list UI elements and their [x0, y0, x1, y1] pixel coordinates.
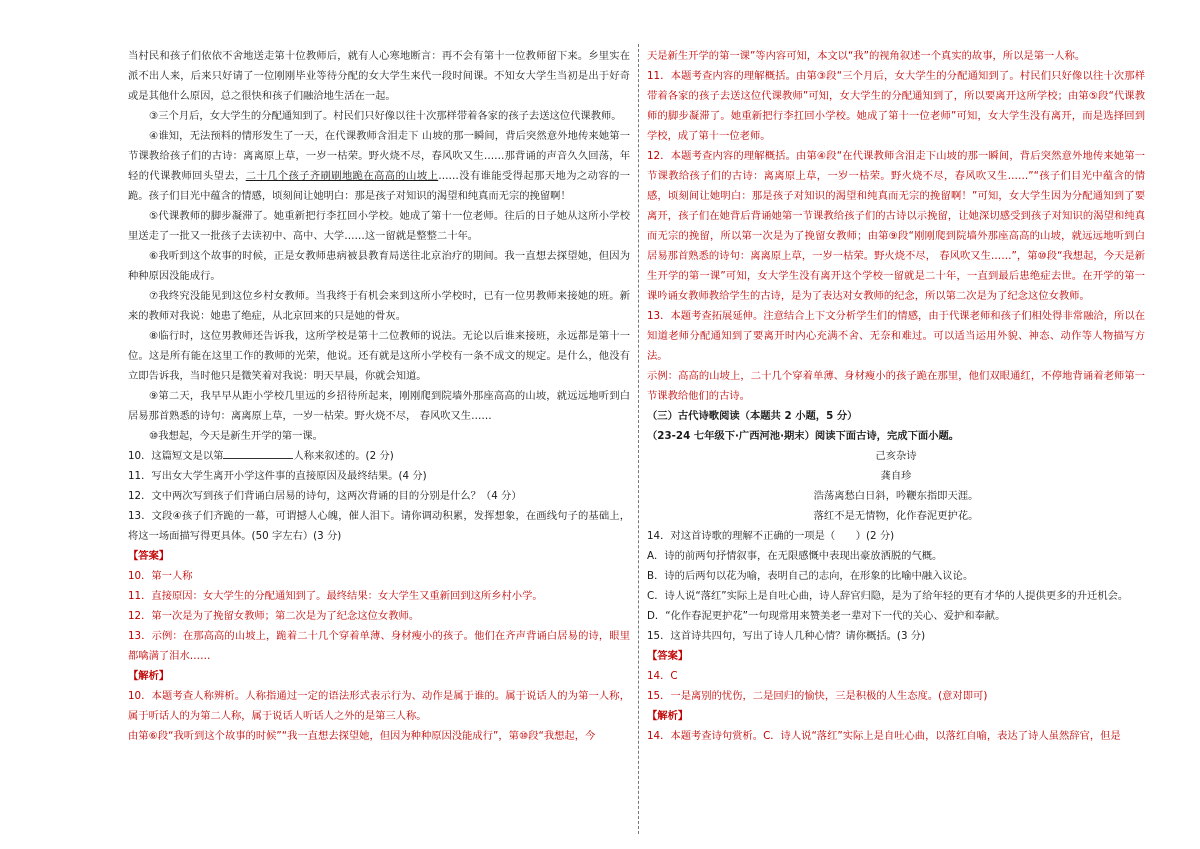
analysis-14: 14．本题考查诗句赏析。C．诗人说“落红”实际上是自吐心曲，以落红自喻，表达了诗人虽然辞官，但是 — [647, 730, 1121, 742]
passage-paragraph-7: ⑦我终究没能见到这位乡村女教师。当我终于有机会来到这所小学校时，已有一位男教师来接她的班。新来的教师对我说：她患了绝症，从北京回来的只是她的骨灰。 — [128, 290, 630, 322]
answer-10: 10．第一人称 — [128, 570, 193, 582]
answer-12: 12．第一次是为了挽留女教师；第二次是为了纪念这位女教师。 — [128, 610, 420, 622]
analysis-13: 13．本题考查拓展延伸。注意结合上下文分析学生们的情感，由于代课老师和孩子们相处得非常融洽，所以在知道老师分配通知到了要离开时内心充满不舍、无奈和难过。可以适当运用外貌、神态、动作等人物描写方法。 — [647, 310, 1145, 362]
analysis-12: 12．本题考查内容的理解概括。由第④段“在代课教师含泪走下山坡的那一瞬间，背后突然意外地传来她第一节课教给孩子们的古诗：离离原上草，一岁一枯荣。野火烧不尽，春风吹又生……”“孩子们目光中蕴含的情感，顷刻间让她明白：那是孩子对知识的渴望和纯真而无宗的挽留啊！”可知，女大学生因为分配通知到了要离开，孩子们在她背后背诵她第一节课教给孩子们的古诗以示挽留，让她深切感受到孩子对知识的渴望和纯真而无宗的挽留，所以第一次是为了挽留女教师；由第⑨段“刚刚爬到院墙外那座高高的山坡，就远远地听到白居易那首熟悉的诗句：离离原上草，一岁一枯荣。野火烧不尽， 春风吹又生……”，第⑩段“我想起，今天是新生开学的第一课”可知，女大学生没有离开这个学校一留就是二十年，一直到最后患绝症去世。在开学的第一课吟诵女教师教给学生的古诗，是为了表达对女教师的纪念，所以第二次是为了纪念这位女教师。 — [647, 150, 1145, 302]
underlined-sentence: 二十几个孩子齐刷刷地跪在高高的山坡上 — [245, 170, 439, 182]
answer-heading-2: 【答案】 — [647, 650, 689, 662]
poem-title: 己亥杂诗 — [875, 450, 917, 462]
analysis-heading: 【解析】 — [128, 670, 170, 682]
answer-11: 11．直接原因：女大学生的分配通知到了。最终结果：女大学生又重新回到这所乡村小学。 — [128, 590, 543, 602]
passage-paragraph-9: ⑨第二天，我早早从距小学校几里远的乡招待所起来，刚刚爬到院墙外那座高高的山坡，就远远地听到白居易那首熟悉的诗句：离离原上草，一岁一枯荣。野火烧不尽， 春风吹又生…… — [128, 390, 630, 422]
answer-13: 13．示例：在那高高的山坡上，跪着二十几个穿着单薄、身材瘦小的孩子。他们在齐声背诵白居易的诗，眼里都噙满了泪水…… — [128, 630, 630, 662]
option-a: A．诗的前两句抒情叙事，在无限感慨中表现出豪放洒脱的气概。 — [647, 550, 943, 562]
passage-paragraph-6: ⑥我听到这个故事的时候，正是女教师患病被县教育局送往北京治疗的期间。我一直想去探望她，但因为种种原因没能成行。 — [128, 250, 630, 282]
column-divider — [638, 44, 639, 834]
analysis-10-end: 天是新生开学的第一课”等内容可知，本文以“我”的视角叙述一个真实的故事，所以是第一人称。 — [647, 50, 1086, 62]
section-source: （23-24 七年级下·广西河池·期末）阅读下面古诗，完成下面小题。 — [647, 430, 960, 442]
question-15: 15．这首诗共四句，写出了诗人几种心情？请你概括。(3 分) — [647, 630, 926, 642]
passage-paragraph-5: ⑤代课教师的脚步凝滞了。她重新把行李扛回小学校。她成了第十一位老师。往后的日子她从这所小学校里送走了一批又一批孩子去读初中、高中、大学……这一留就是整整二十年。 — [128, 210, 630, 242]
question-14: 14．对这首诗歌的理解不正确的一项是（ ）(2 分) — [647, 530, 895, 542]
poem-line-1: 浩荡离愁白日斜，吟鞭东指即天涯。 — [813, 490, 979, 502]
question-11: 11．写出女大学生离开小学这件事的直接原因及最终结果。(4 分) — [128, 470, 427, 482]
answer-15: 15．一是离别的忧伤，二是回归的愉快，三是积极的人生态度。(意对即可) — [647, 690, 988, 702]
analysis-11: 11．本题考查内容的理解概括。由第③段“三个月后，女大学生的分配通知到了。村民们只好像以往十次那样带着各家的孩子去送这位代课教师”可知，女大学生的分配通知到了，所以要离开这所学校；由第⑤段“代课教师的脚步凝滞了。她重新把行李扛回小学校。她成了第十一位老师”可知，女大学生没有离开，而是选择回到学校，成了第十一位老师。 — [647, 70, 1145, 142]
passage-paragraph-3: ③三个月后，女大学生的分配通知到了。村民们只好像以往十次那样带着各家的孩子去送这位代课教师。 — [149, 110, 622, 122]
analysis-13-example: 示例：高高的山坡上，二十几个穿着单薄、身材瘦小的孩子跪在那里，他们双眼通红，不停地背诵着老师第一节课教给他们的古诗。 — [647, 370, 1145, 402]
option-b: B．诗的后两句以花为喻，表明自己的志向，在形象的比喻中融入议论。 — [647, 570, 974, 582]
answer-blank — [223, 447, 293, 459]
left-column — [128, 46, 630, 746]
answer-heading: 【答案】 — [128, 550, 170, 562]
passage-paragraph-10: ⑩我想起，今天是新生开学的第一课。 — [149, 430, 323, 442]
analysis-10-continued: 由第⑥段“我听到这个故事的时候”“我一直想去探望她，但因为种种原因没能成行”，第⑩段“我想起，今 — [128, 730, 596, 742]
analysis-heading-2: 【解析】 — [647, 710, 689, 722]
question-10: 10．这篇短文是以第 人称来叙述的。(2 分) — [128, 446, 630, 466]
option-c: C．诗人说“落红”实际上是自吐心曲，诗人辞官归隐，是为了给年轻的更有才华的人提供更多的升迁机会。 — [647, 590, 1129, 602]
passage-paragraph-4: ④谁知，无法预料的情形发生了一天，在代课教师含泪走下 山坡的那一瞬间，背后突然意外地传来她第一节课教给孩子们的古诗：离离原上草，一岁一枯荣。野火烧不尽，春风吹又生……那背诵的声音久久回荡，年轻的代课教师回头望去，二十几个孩子齐刷刷地跪在高高的山坡上……没有谁能受得起那天地为之动容的一跪。孩子们目光中蕴含的情感，顷刻间让她明白：那是孩子对知识的渴望和纯真而无宗的挽留啊！ — [128, 130, 631, 202]
question-12: 12．文中两次写到孩子们背诵白居易的诗句，这两次背诵的目的分别是什么？（4 分） — [128, 490, 522, 502]
right-column — [647, 46, 1145, 746]
analysis-10: 10．本题考查人称辨析。人称指通过一定的语法形式表示行为、动作是属于谁的。属于说话人的为第一人称，属于听话人的为第二人称，属于说话人听话人之外的是第三人称。 — [128, 690, 630, 722]
question-13: 13．文段④孩子们齐跪的一幕，可谓撼人心魄，催人泪下。请你调动积累，发挥想象，在画线句子的基础上，将这一场面描写得更具体。(50 字左右）(3 分) — [128, 510, 630, 542]
poem-line-2: 落红不是无情物，化作春泥更护花。 — [813, 510, 979, 522]
passage-paragraph-2: 当村民和孩子们依依不舍地送走第十位教师后，就有人心寒地断言：再不会有第十一位教师留下来。乡里实在派不出人来，后来只好请了一位刚刚毕业等待分配的女大学生来代一段时间课。不知女大学生当初是出于好奇或是其他什么原因，总之很快和孩子们融洽地生活在一起。 — [128, 50, 630, 102]
answer-14: 14．C — [647, 670, 678, 682]
passage-paragraph-8: ⑧临行时，这位男教师还告诉我，这所学校是第十二位教师的说法。无论以后谁来接班，永远都是第十一位。这是所有能在这里工作的教师的光荣，他说。还有就是这所小学校有一条不成文的规定。是什么，他没有立即告诉我，当时他只是微笑着对我说：明天早晨，你就会知道。 — [128, 330, 630, 382]
section-heading: （三）古代诗歌阅读（本题共 2 小题，5 分） — [647, 410, 858, 422]
poem-author: 龚自珍 — [880, 470, 912, 482]
option-d: D．“化作春泥更护花”一句现常用来赞美老一辈对下一代的关心、爱护和奉献。 — [647, 610, 1006, 622]
